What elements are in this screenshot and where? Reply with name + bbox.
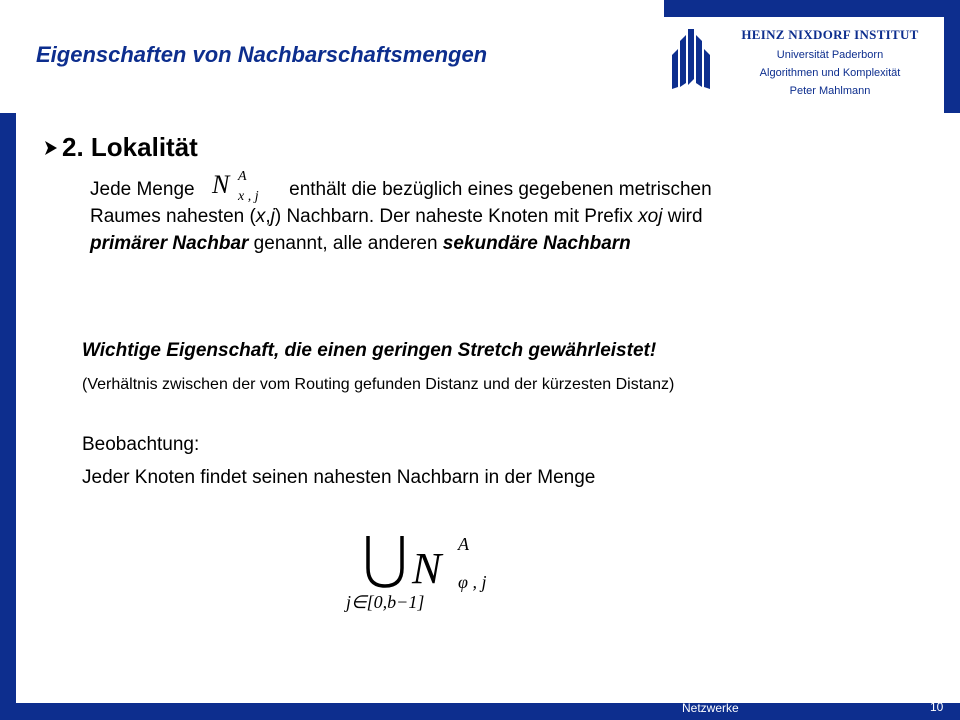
para-text: Jede Menge	[90, 179, 195, 200]
primary-neighbor-term: primärer Nachbar	[90, 233, 249, 254]
important-property: Wichtige Eigenschaft, die einen geringen Stretch gewährleistet!	[82, 340, 657, 361]
observation-text: Jeder Knoten findet seinen nahesten Nachbarn in der Menge	[82, 467, 596, 488]
page-number: 10	[930, 700, 944, 714]
neighbor-set-formula	[208, 167, 288, 205]
arrow-bullet-icon	[42, 139, 60, 157]
para-text: Raumes nahesten (	[90, 206, 256, 227]
formula-symbol: N	[211, 169, 230, 199]
formula-superscript: A	[237, 168, 247, 184]
para-var-j: j	[270, 206, 275, 227]
union-symbol: N	[412, 544, 442, 593]
footer-course: Algorithmen für Peer-to-Peer-Netzwerke	[682, 686, 840, 715]
institute-logo-block	[664, 17, 944, 113]
stretch-note: (Verhältnis zwischen der vom Routing gefunden Distanz und der kürzesten Distanz)	[82, 376, 675, 393]
slide-title: Eigenschaften von Nachbarschaftsmengen	[36, 42, 488, 67]
formula-subscript: x , j	[237, 188, 259, 204]
observation-label: Beobachtung:	[82, 434, 200, 455]
para-text: wird	[662, 206, 703, 227]
para-var-x: x	[255, 206, 266, 227]
institute-department: Algorithmen und Komplexität	[759, 67, 901, 79]
para-text: enthält die bezüglich eines gegebenen metrischen	[289, 179, 712, 200]
para-var-xoj: xoj	[638, 206, 663, 227]
section-heading-text: 2. Lokalität	[62, 132, 198, 162]
section-heading	[42, 132, 198, 163]
institute-name: HEINZ NIXDORF INSTITUT	[741, 27, 919, 42]
union-superscript: A	[458, 534, 469, 554]
institute-author: Peter Mahlmann	[789, 85, 871, 97]
inline-formula	[200, 168, 284, 204]
union-formula	[340, 528, 510, 620]
secondary-neighbor-term: sekundäre Nachbarn	[442, 233, 631, 254]
para-text: genannt, alle anderen	[248, 233, 443, 254]
institute-university: Universität Paderborn	[776, 49, 884, 61]
institute-logo-icon	[668, 27, 712, 91]
union-subscript: φ , j	[458, 572, 487, 592]
para-text: ) Nachbarn. Der naheste Knoten mit Prefix	[274, 206, 639, 227]
union-index: j∈[0,b−1]	[346, 592, 425, 612]
locality-paragraph	[90, 168, 880, 257]
para-text: ,	[265, 206, 271, 227]
